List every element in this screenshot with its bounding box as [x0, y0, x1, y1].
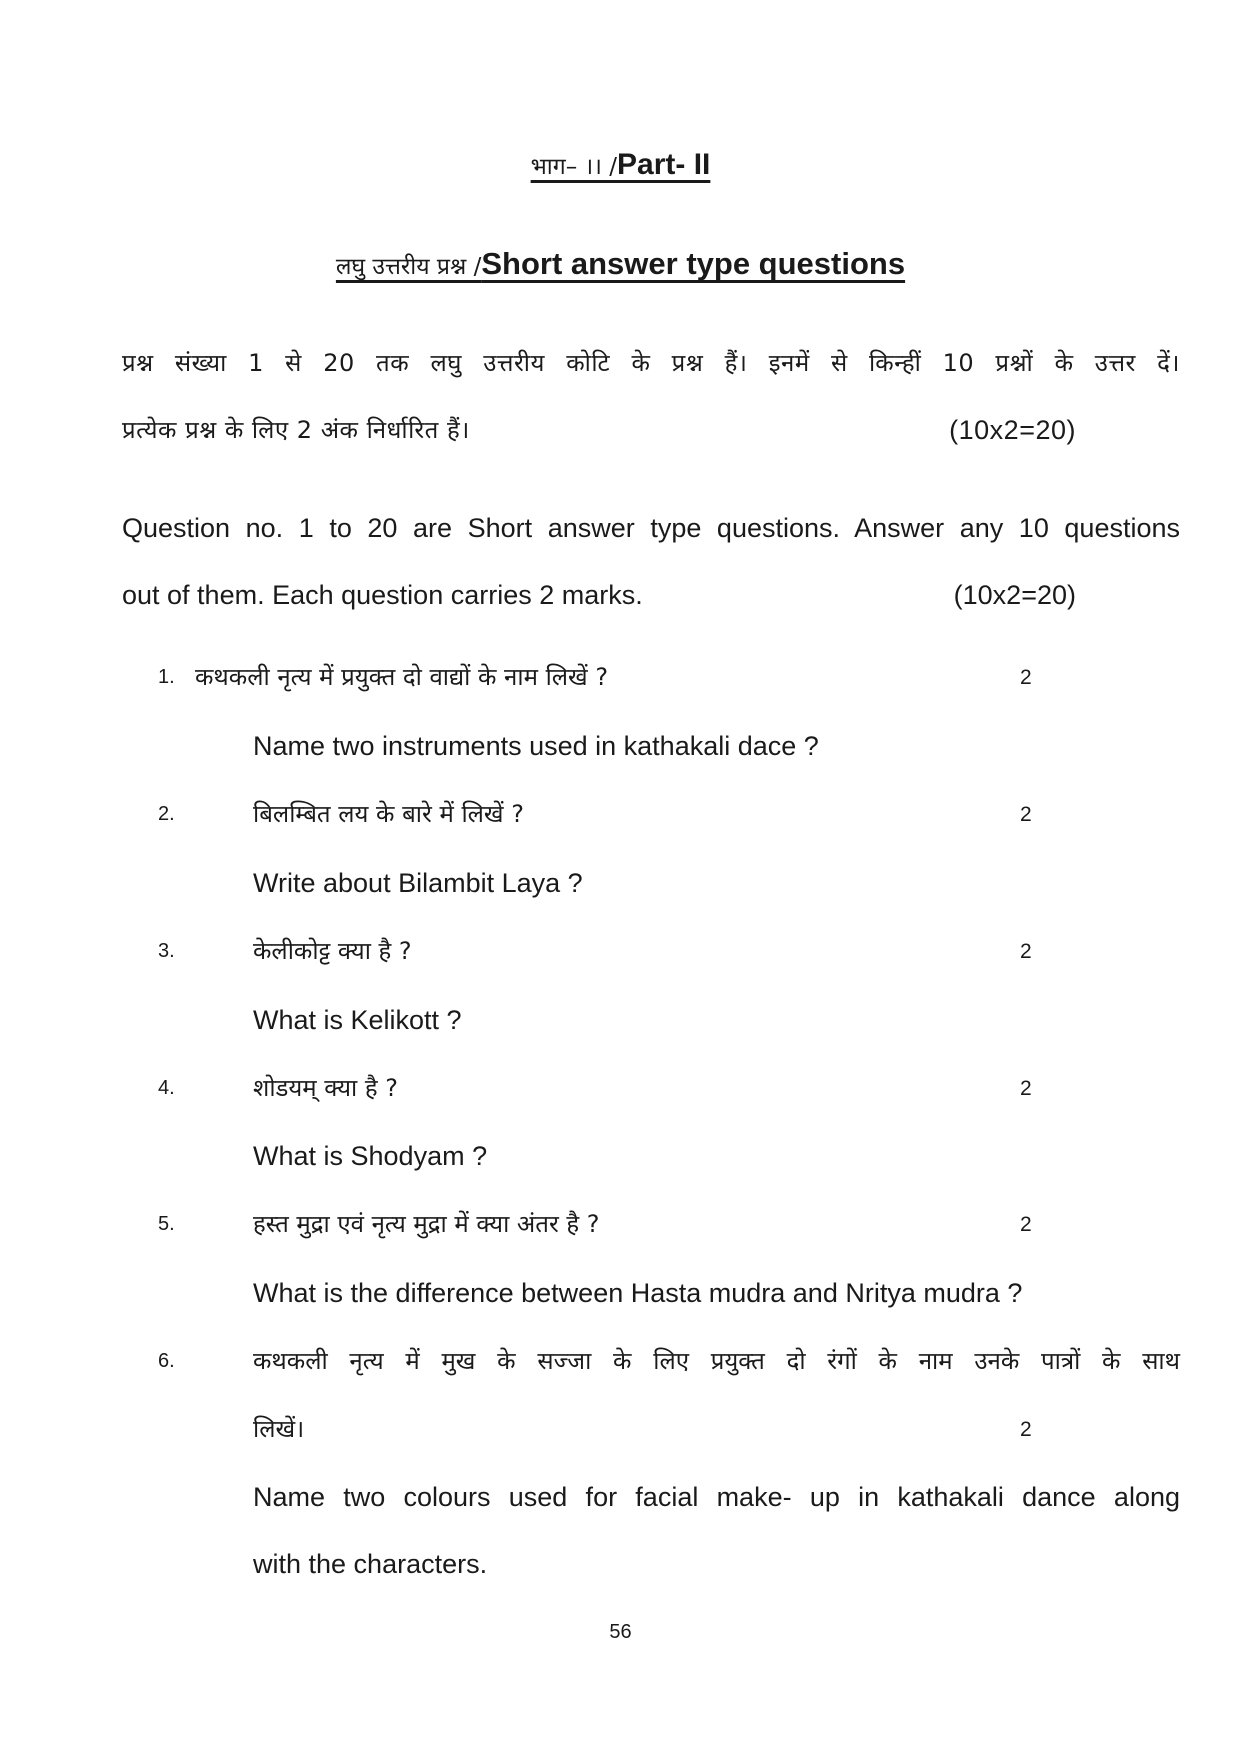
question-text-english: Name two instruments used in kathakali dace ? — [253, 731, 819, 761]
question-number: 5. — [158, 1213, 175, 1235]
question-text-hindi: कथकली नृत्य में प्रयुक्त दो वाद्यों के नाम लिखें ? — [195, 663, 609, 691]
question-marks: 2 — [1020, 1418, 1032, 1441]
question-number: 6. — [158, 1350, 175, 1372]
instructions-english — [122, 495, 1180, 629]
question-marks: 2 — [1020, 1213, 1032, 1236]
question-number: 2. — [158, 803, 175, 825]
instructions-english-marks: (10x2=20) — [953, 580, 1076, 610]
instructions-hindi-line1: प्रश्न संख्या 1 से 20 तक लघु उत्तरीय कोटि के प्रश्न हैं। इनमें से किन्हीं 10 प्रश्नों के उत्तर दें। — [122, 349, 1180, 377]
part-heading-hindi: भाग– ।। / — [530, 154, 618, 180]
section-heading — [0, 246, 1241, 282]
question-text-hindi: शोडयम् क्या है ? — [253, 1074, 398, 1102]
question-text-english: What is Kelikott ? — [253, 1005, 462, 1035]
instructions-english-line2-row — [122, 562, 1180, 629]
instructions-hindi-line2-row — [122, 397, 1180, 464]
instructions-hindi — [122, 330, 1180, 464]
page-number: 56 — [609, 1621, 632, 1643]
question-marks: 2 — [1020, 803, 1032, 826]
instructions-hindi-marks: (10x2=20) — [949, 415, 1076, 445]
question-number: 3. — [158, 940, 175, 962]
question-number: 4. — [158, 1077, 175, 1099]
question-marks: 2 — [1020, 940, 1032, 963]
question-text-english: What is the difference between Hasta mudra and Nritya mudra ? — [253, 1278, 1023, 1308]
question-text-english-line2: with the characters. — [253, 1549, 488, 1579]
question-text-hindi-line2: लिखें। — [253, 1415, 305, 1443]
question-text-english: What is Shodyam ? — [253, 1141, 488, 1171]
question-marks: 2 — [1020, 1077, 1032, 1100]
question-text-hindi: हस्त मुद्रा एवं नृत्य मुद्रा में क्या अंतर है ? — [253, 1210, 600, 1238]
part-heading-english: Part- II — [617, 148, 711, 181]
question-number: 1. — [158, 666, 175, 688]
question-text-hindi: बिलम्बित लय के बारे में लिखें ? — [253, 800, 524, 828]
section-heading-english: Short answer type questions — [481, 246, 906, 281]
instructions-english-line1: Question no. 1 to 20 are Short answer type questions. Answer any 10 questions — [122, 513, 1180, 543]
part-heading — [0, 148, 1241, 182]
question-text-hindi-line1: कथकली नृत्य में मुख के सज्जा के लिए प्रयुक्त दो रंगों के नाम उनके पात्रों के साथ — [253, 1347, 1180, 1375]
instructions-english-line2: out of them. Each question carries 2 marks. — [122, 580, 643, 610]
question-marks: 2 — [1020, 666, 1032, 689]
section-heading-hindi: लघु उत्तरीय प्रश्न / — [335, 254, 482, 280]
instructions-hindi-line2: प्रत्येक प्रश्न के लिए 2 अंक निर्धारित हैं। — [122, 416, 470, 444]
question-text-english-line1: Name two colours used for facial make- up in kathakali dance along — [253, 1482, 1180, 1512]
question-text-english: Write about Bilambit Laya ? — [253, 868, 583, 898]
question-text-hindi: केलीकोट्ट क्या है ? — [253, 937, 412, 965]
